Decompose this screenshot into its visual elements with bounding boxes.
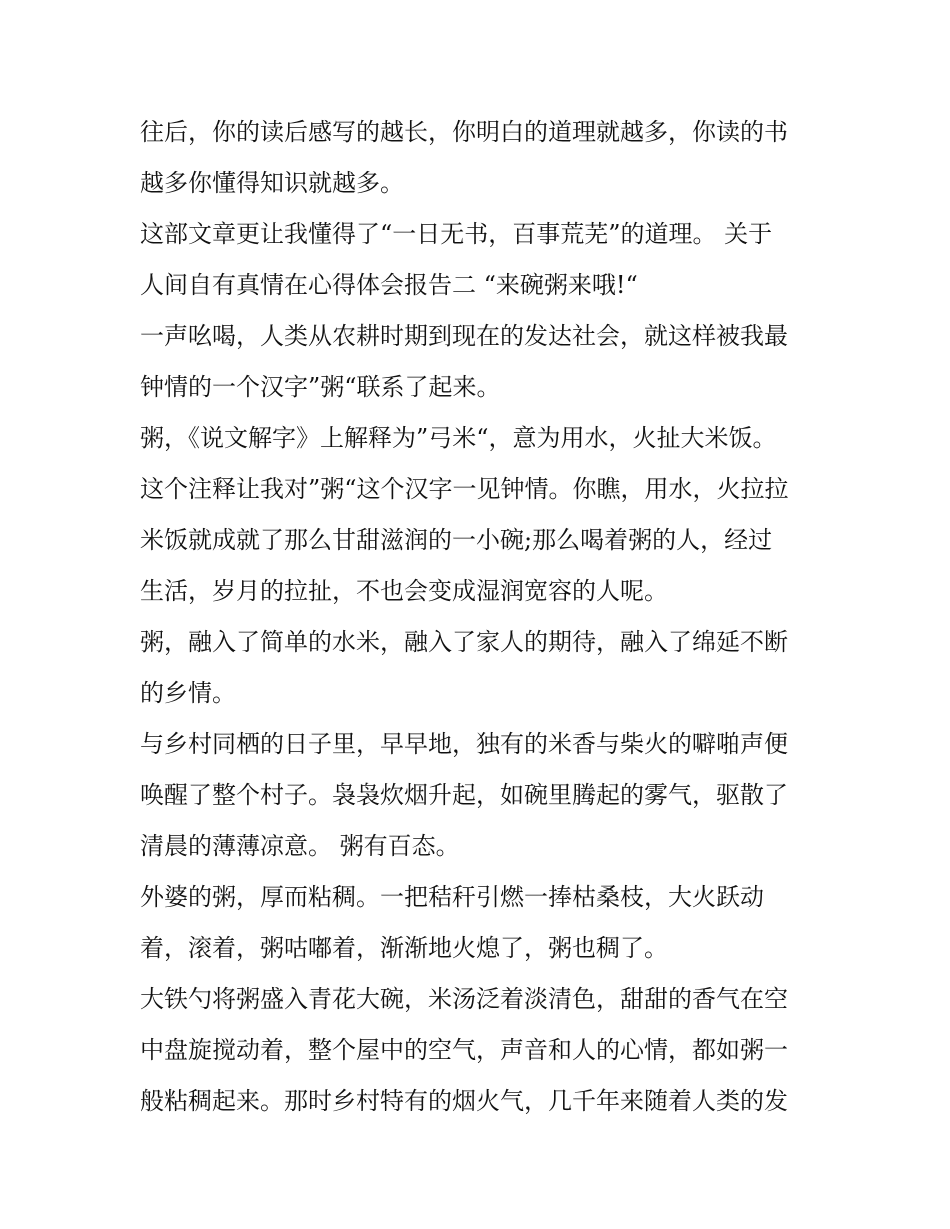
text-line: 钟情的一个汉字”粥“联系了起来。	[140, 373, 501, 401]
text-line: 清晨的薄薄凉意。 粥有百态。	[140, 832, 460, 860]
text-line: 着，滚着，粥咕嘟着，渐渐地火熄了，粥也稠了。	[140, 934, 668, 962]
text-line: 般粘稠起来。那时乡村特有的烟火气，几千年来随着人类的发	[140, 1087, 788, 1115]
text-line: 人间自有真情在心得体会报告二 “来碗粥来哦!“	[140, 271, 638, 299]
text-line: 一声吆喝，人类从农耕时期到现在的发达社会，就这样被我最	[140, 322, 788, 350]
text-line: 的乡情。	[140, 679, 236, 707]
text-line: 中盘旋搅动着，整个屋中的空气，声音和人的心情，都如粥一	[140, 1036, 788, 1064]
text-line: 米饭就成就了那么甘甜滋润的一小碗;那么喝着粥的人，经过	[140, 526, 773, 554]
text-line: 与乡村同栖的日子里，早早地，独有的米香与柴火的噼啪声便	[140, 730, 788, 758]
text-line: 往后，你的读后感写的越长，你明白的道理就越多，你读的书	[140, 118, 788, 146]
text-line: 粥，《说文解字》上解释为”弓米“，意为用水，火扯大米饭。	[140, 424, 777, 452]
text-line: 唤醒了整个村子。袅袅炊烟升起，如碗里腾起的雾气，驱散了	[140, 781, 788, 809]
text-line: 外婆的粥，厚而粘稠。一把秸秆引燃一捧枯桑枝，大火跃动	[140, 883, 764, 911]
text-line: 大铁勺将粥盛入青花大碗，米汤泛着淡清色，甜甜的香气在空	[140, 985, 788, 1013]
text-line: 粥，融入了简单的水米，融入了家人的期待，融入了绵延不断	[140, 628, 788, 656]
text-line: 越多你懂得知识就越多。	[140, 169, 404, 197]
body-text	[140, 107, 820, 1127]
text-line: 这部文章更让我懂得了“一日无书，百事荒芜”的道理。 关于	[140, 220, 773, 248]
text-line: 这个注释让我对”粥“这个汉字一见钟情。你瞧，用水，火拉拉	[140, 475, 789, 503]
text-line: 生活，岁月的拉扯，不也会变成湿润宽容的人呢。	[140, 577, 668, 605]
